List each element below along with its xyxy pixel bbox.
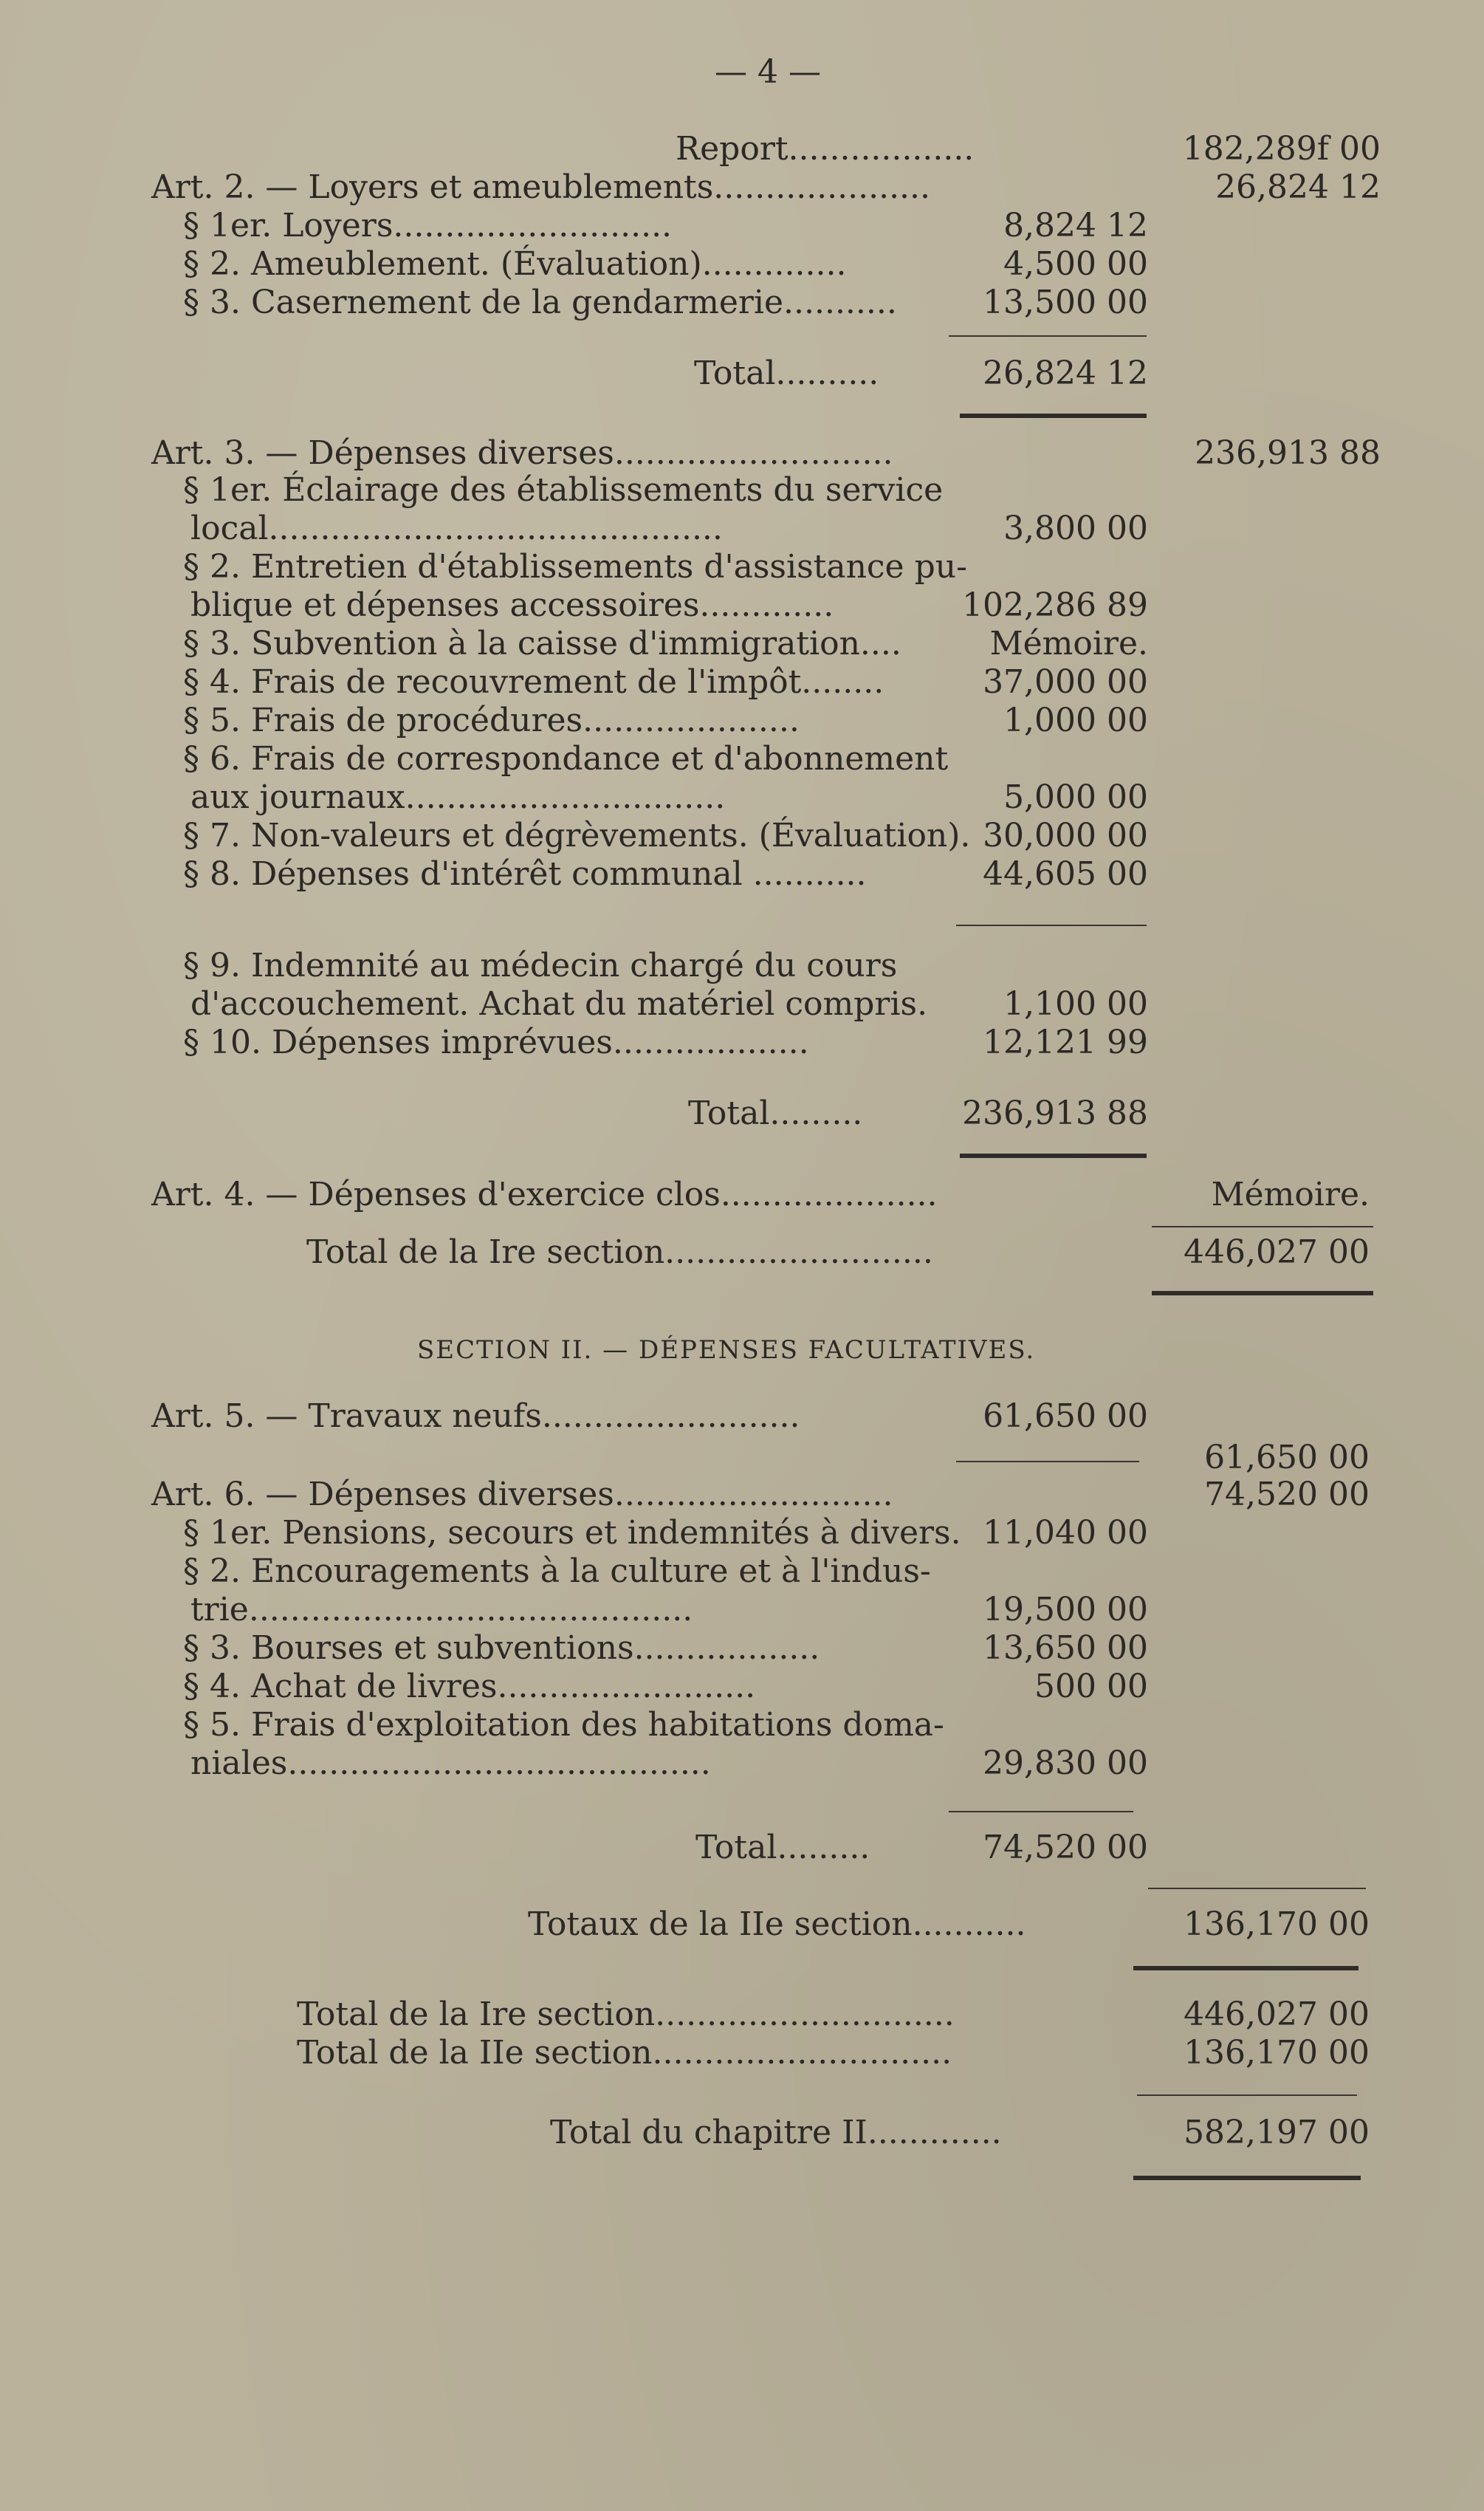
line-label: § 3. Bourses et subventions.................. — [183, 1629, 820, 1667]
line-label: Art. 3. — Dépenses diverses........................... — [151, 434, 893, 472]
line-amount-total: 446,027 00 — [1184, 1996, 1370, 2033]
subtotal-rule — [1148, 1888, 1366, 1889]
line-label: Total du chapitre II............. — [550, 2114, 1002, 2151]
line-label: Total de la Ire section.......................... — [306, 1233, 933, 1271]
line-amount: 500 00 — [1034, 1668, 1148, 1705]
section-heading: SECTION II. — DÉPENSES FACULTATIVES. — [417, 1335, 1036, 1365]
line-amount-total: 26,824 12 — [1215, 168, 1381, 206]
line-label: Total.......... — [694, 354, 879, 392]
line-amount-total: 61,650 00 — [1204, 1439, 1370, 1476]
line-amount-total: 136,170 00 — [1184, 2034, 1370, 2072]
line-label: § 5. Frais d'exploitation des habitations doma- — [183, 1706, 944, 1744]
line-amount: Mémoire. — [989, 625, 1148, 662]
line-label: § 2. Ameublement. (Évaluation).............. — [183, 245, 847, 283]
line-amount: 37,000 00 — [983, 663, 1148, 701]
line-amount: 13,500 00 — [983, 284, 1148, 321]
line-amount: 11,040 00 — [983, 1514, 1148, 1552]
line-label: § 2. Encouragements à la culture et à l'indus- — [183, 1552, 931, 1590]
page-number: — 4 — — [715, 53, 821, 91]
line-label: § 10. Dépenses imprévues................... — [183, 1024, 809, 1061]
line-label: § 9. Indemnité au médecin chargé du cours — [183, 947, 898, 984]
line-label: Art. 5. — Travaux neufs......................... — [151, 1397, 800, 1435]
total-rule — [1133, 2176, 1361, 2180]
line-amount: 1,100 00 — [1003, 985, 1148, 1023]
line-label: Art. 2. — Loyers et ameublements..................... — [151, 168, 931, 206]
line-label: Art. 4. — Dépenses d'exercice clos..................... — [151, 1176, 938, 1213]
total-rule — [960, 1154, 1147, 1158]
line-label: niales......................................... — [190, 1744, 711, 1782]
line-amount: 236,913 88 — [962, 1095, 1148, 1132]
line-amount-total: 446,027 00 — [1184, 1233, 1370, 1271]
line-label: § 5. Frais de procédures..................... — [183, 702, 800, 739]
line-amount: 30,000 00 — [983, 817, 1148, 854]
line-amount: 102,286 89 — [962, 586, 1148, 624]
line-amount-total: 74,520 00 — [1204, 1476, 1370, 1513]
total-rule — [1152, 1291, 1373, 1295]
line-amount: 26,824 12 — [983, 354, 1148, 392]
total-rule — [960, 414, 1147, 418]
line-amount: 13,650 00 — [983, 1629, 1148, 1667]
line-label: § 4. Frais de recouvrement de l'impôt........ — [183, 663, 884, 701]
line-label: § 3. Casernement de la gendarmerie........... — [183, 284, 897, 321]
line-amount: 8,824 12 — [1003, 207, 1148, 244]
line-amount: 44,605 00 — [983, 855, 1148, 893]
subtotal-rule — [956, 925, 1147, 926]
line-label: d'accouchement. Achat du matériel compris. — [190, 985, 928, 1023]
line-label: § 3. Subvention à la caisse d'immigration.... — [183, 625, 901, 662]
line-amount: 61,650 00 — [983, 1397, 1148, 1435]
line-label: § 7. Non-valeurs et dégrèvements. (Évaluation). — [183, 817, 971, 854]
subtotal-rule — [949, 1811, 1133, 1812]
line-amount: 19,500 00 — [983, 1591, 1148, 1628]
line-amount-total: 236,913 88 — [1195, 434, 1381, 472]
line-amount: 5,000 00 — [1003, 778, 1148, 816]
line-amount-total: 182,289f 00 — [1182, 130, 1381, 168]
subtotal-rule — [949, 335, 1147, 337]
line-label: Report.................. — [676, 130, 975, 168]
line-label: § 8. Dépenses d'intérêt communal ........... — [183, 855, 867, 893]
line-amount: 29,830 00 — [983, 1744, 1148, 1782]
line-label: blique et dépenses accessoires............. — [190, 586, 834, 624]
line-amount: 1,000 00 — [1003, 702, 1148, 739]
line-label: § 1er. Éclairage des établissements du service — [183, 471, 944, 509]
line-label: Total de la Ire section............................. — [297, 1996, 955, 2033]
line-label: local............................................ — [190, 510, 723, 547]
line-label: § 1er. Loyers........................... — [183, 207, 673, 244]
line-amount-total: Mémoire. — [1211, 1176, 1370, 1213]
total-rule — [1133, 1966, 1358, 1970]
subtotal-rule — [1152, 1226, 1373, 1227]
line-amount: 74,520 00 — [983, 1829, 1148, 1866]
line-label: § 2. Entretien d'établissements d'assistance pu- — [183, 548, 967, 586]
line-label: Art. 6. — Dépenses diverses........................... — [151, 1476, 893, 1513]
line-label: Total de la IIe section............................. — [297, 2034, 952, 2072]
line-label: § 6. Frais de correspondance et d'abonnement — [183, 740, 949, 778]
line-label: aux journaux............................... — [190, 778, 726, 816]
line-amount-total: 582,197 00 — [1184, 2114, 1370, 2151]
line-label: Total......... — [695, 1829, 870, 1866]
subtotal-rule — [956, 1461, 1139, 1462]
line-amount: 3,800 00 — [1003, 510, 1148, 547]
line-label: Total......... — [688, 1095, 863, 1132]
line-label: § 1er. Pensions, secours et indemnités à divers. — [183, 1514, 961, 1552]
line-amount: 4,500 00 — [1003, 245, 1148, 283]
line-label: Totaux de la IIe section........... — [528, 1905, 1026, 1943]
subtotal-rule — [1137, 2094, 1357, 2096]
line-amount-total: 136,170 00 — [1184, 1905, 1370, 1943]
line-label: trie........................................... — [190, 1591, 693, 1628]
line-label: § 4. Achat de livres......................... — [183, 1668, 756, 1705]
line-amount: 12,121 99 — [983, 1024, 1148, 1061]
